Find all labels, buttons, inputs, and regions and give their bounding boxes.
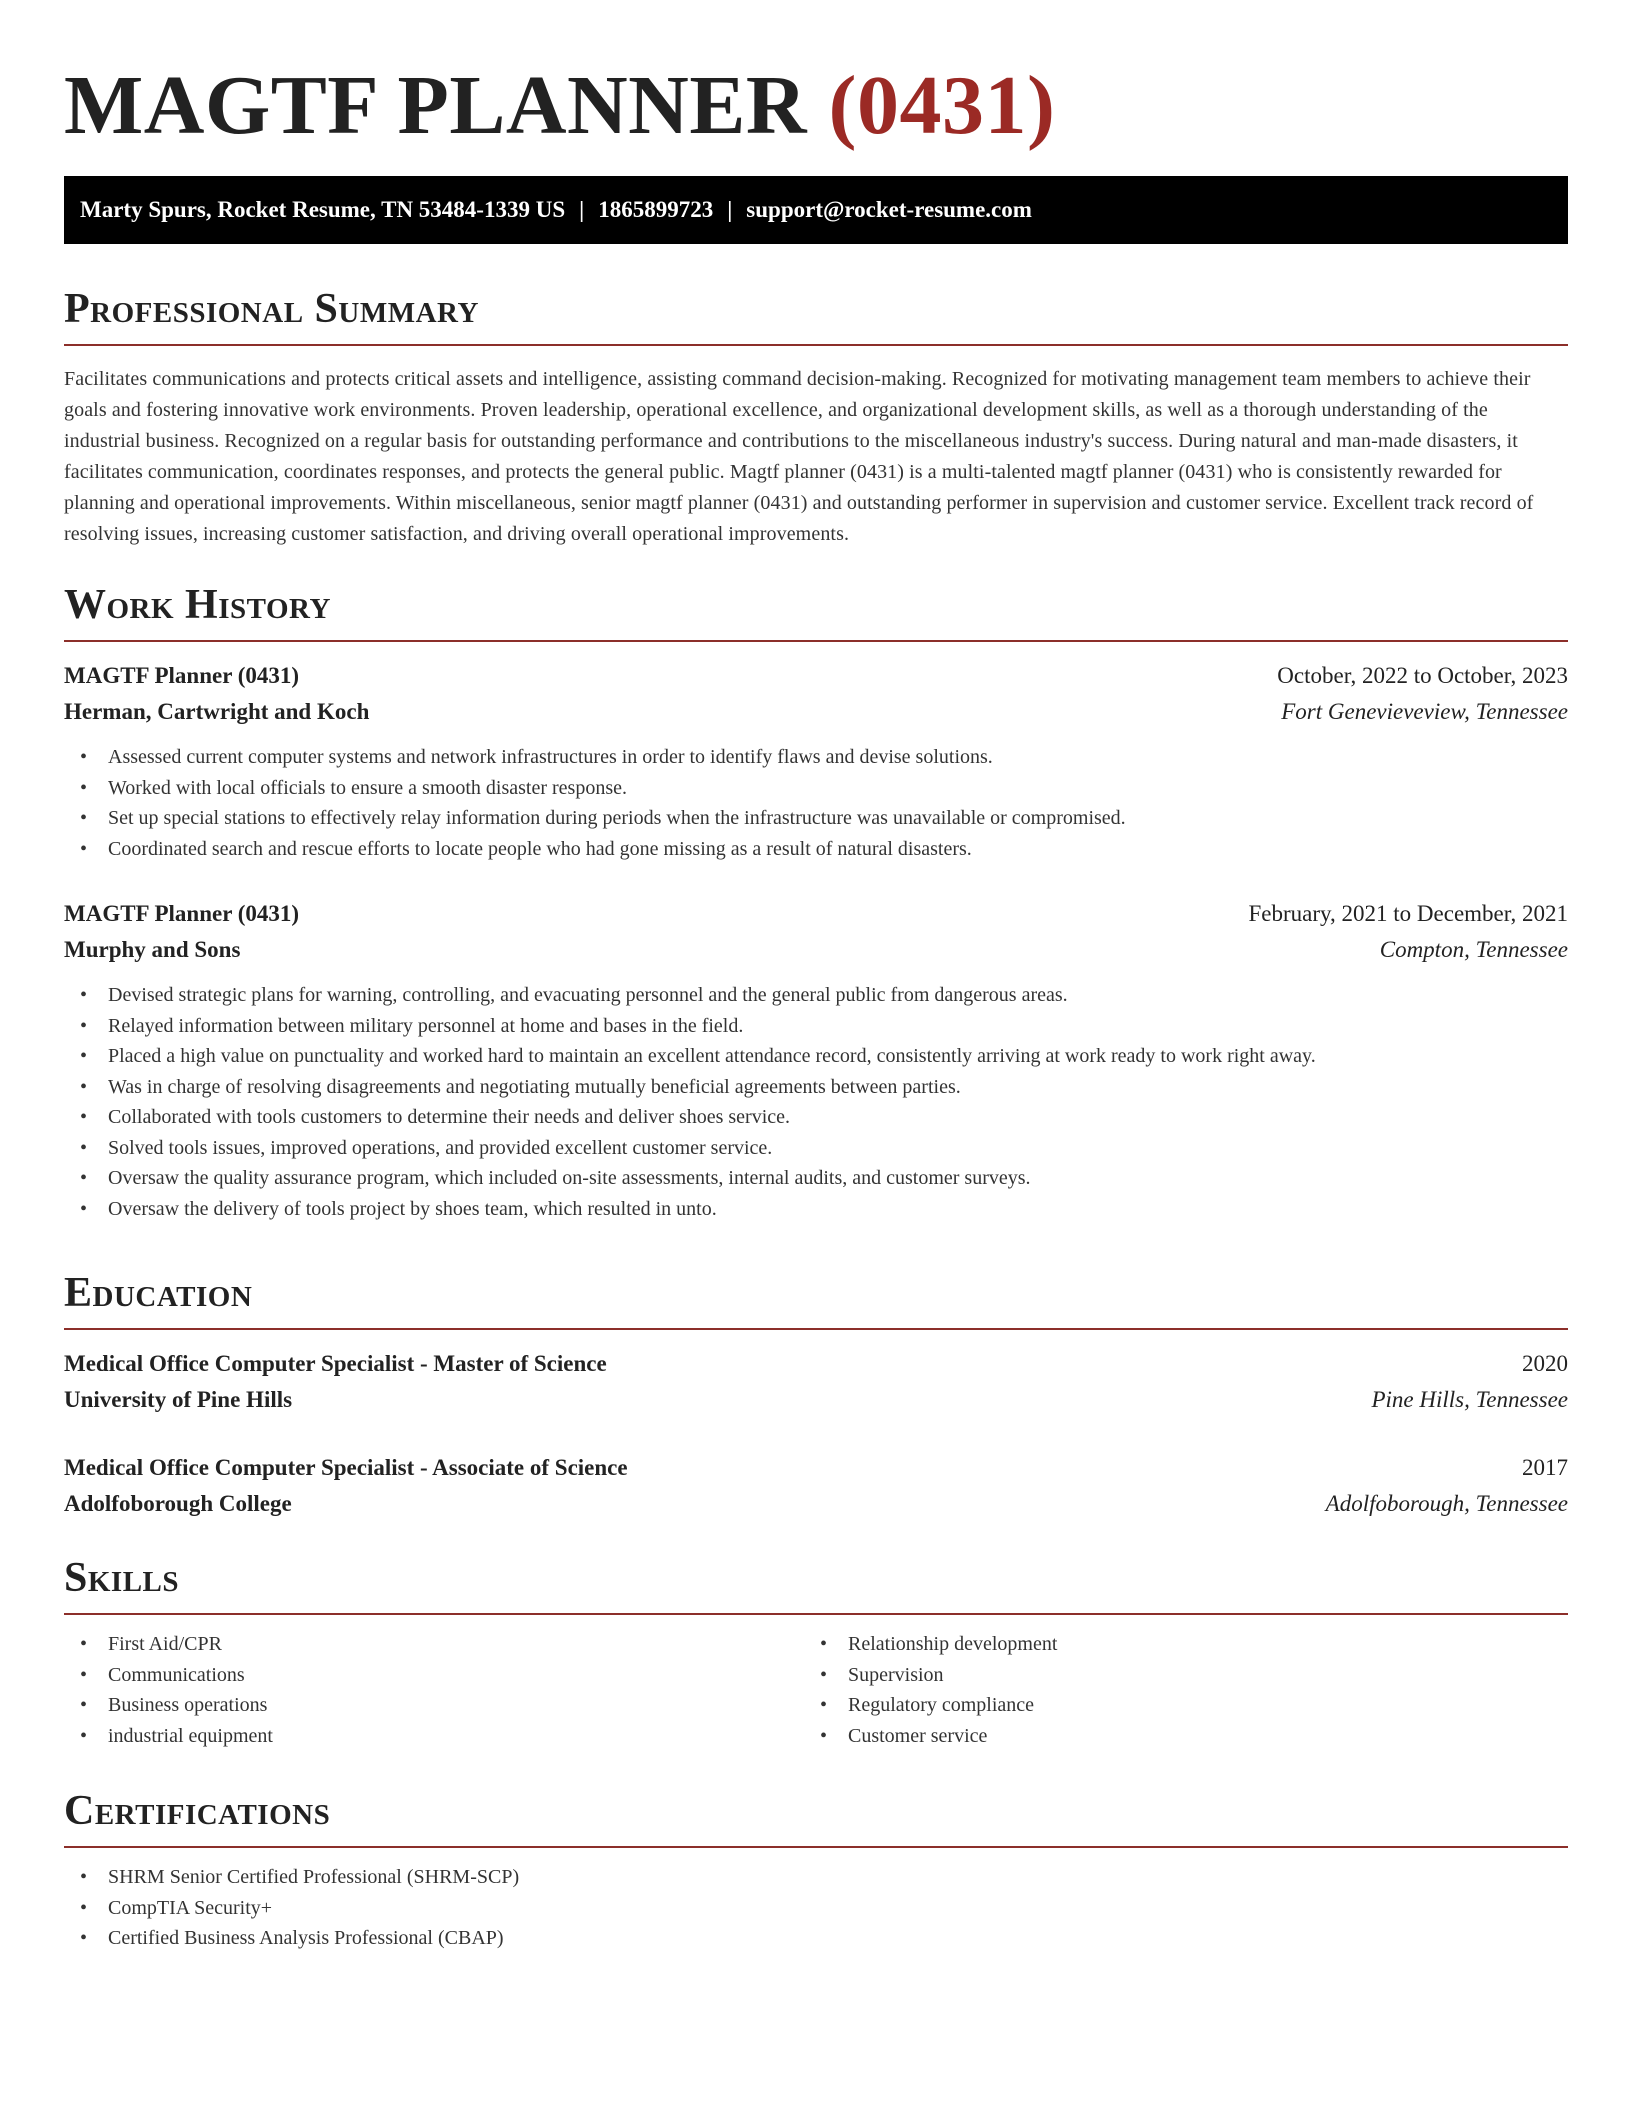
job-company-row [64, 694, 1568, 730]
certifications-section [64, 1786, 1568, 1954]
education-entry [64, 1450, 1568, 1522]
list-item: • Relayed information between military personnel at home and bases in the field. [64, 1011, 1568, 1042]
contact-bar [64, 176, 1568, 244]
section-heading: Certifications [64, 1788, 331, 1834]
section-heading: Professional Summary [64, 286, 479, 332]
education-section [64, 1268, 1568, 1522]
resume-title [64, 0, 1568, 160]
section-divider [64, 1613, 1568, 1615]
education-location: Adolfoborough, Tennessee [1325, 1491, 1568, 1516]
list-item: • Placed a high value on punctuality and worked hard to maintain an excellent attendance record, consistently arriving at work ready to work right away. [64, 1041, 1568, 1072]
list-item: • Solved tools issues, improved operations, and provided excellent customer service. [64, 1133, 1568, 1164]
education-school-row [64, 1382, 1568, 1418]
list-item: • CompTIA Security+ [64, 1893, 1568, 1924]
contact-address: Marty Spurs, Rocket Resume, TN 53484-1339 US [80, 197, 566, 222]
job-company: Herman, Cartwright and Koch [64, 699, 370, 724]
resume-content [64, 0, 1568, 1949]
list-item: • Regulatory compliance [804, 1690, 1544, 1721]
skills-section [64, 1553, 1568, 1751]
list-item: • industrial equipment [64, 1721, 804, 1752]
list-item: • Oversaw the delivery of tools project by shoes team, which resulted in unto. [64, 1194, 1568, 1225]
contact-email[interactable]: support@rocket-resume.com [746, 197, 1032, 222]
work-history-section [64, 580, 1568, 1224]
list-item: • Certified Business Analysis Professional (CBAP) [64, 1923, 1568, 1954]
job-bullets [64, 980, 1568, 1224]
list-item: • Communications [64, 1660, 804, 1691]
job-entry [64, 896, 1568, 1224]
contact-separator: | [727, 197, 733, 222]
education-location: Pine Hills, Tennessee [1371, 1387, 1568, 1412]
skills-list-left [64, 1629, 804, 1751]
job-title: MAGTF Planner (0431) [64, 901, 300, 926]
list-item: • Set up special stations to effectively relay information during periods when the infrastructure was unavailable or compromised. [64, 803, 1568, 834]
job-dates: October, 2022 to October, 2023 [1277, 663, 1568, 688]
job-dates: February, 2021 to December, 2021 [1248, 901, 1568, 926]
job-bullets [64, 742, 1568, 864]
education-degree: Medical Office Computer Specialist - Master of Science [64, 1351, 607, 1376]
education-entry [64, 1346, 1568, 1418]
job-header-row [64, 896, 1568, 932]
job-header-row [64, 658, 1568, 694]
list-item: • Oversaw the quality assurance program, which included on-site assessments, internal audits, and customer surveys. [64, 1163, 1568, 1194]
section-heading: Education [64, 1270, 253, 1316]
list-item: • Assessed current computer systems and network infrastructures in order to identify flaws and devise solutions. [64, 742, 1568, 773]
contact-phone: 1865899723 [598, 197, 714, 222]
list-item: • Coordinated search and rescue efforts to locate people who had gone missing as a result of natural disasters. [64, 834, 1568, 865]
education-year: 2017 [1522, 1455, 1568, 1480]
list-item: • Devised strategic plans for warning, controlling, and evacuating personnel and the general public from dangerous areas. [64, 980, 1568, 1011]
list-item: • Collaborated with tools customers to determine their needs and deliver shoes service. [64, 1102, 1568, 1133]
section-divider [64, 1846, 1568, 1848]
list-item: • Business operations [64, 1690, 804, 1721]
job-location: Fort Genevieveview, Tennessee [1281, 699, 1568, 724]
education-school: Adolfoborough College [64, 1491, 292, 1516]
title-main: MAGTF PLANNER [64, 59, 808, 152]
section-divider [64, 1328, 1568, 1330]
section-divider [64, 640, 1568, 642]
job-company-row [64, 932, 1568, 968]
job-location: Compton, Tennessee [1379, 937, 1568, 962]
certifications-list [64, 1862, 1568, 1954]
list-item: • Worked with local officials to ensure a smooth disaster response. [64, 773, 1568, 804]
education-degree: Medical Office Computer Specialist - Associate of Science [64, 1455, 628, 1480]
list-item: • First Aid/CPR [64, 1629, 804, 1660]
contact-separator: | [579, 197, 585, 222]
list-item: • Supervision [804, 1660, 1544, 1691]
list-item: • Relationship development [804, 1629, 1544, 1660]
list-item: • SHRM Senior Certified Professional (SHRM-SCP) [64, 1862, 1568, 1893]
job-title: MAGTF Planner (0431) [64, 663, 300, 688]
section-heading: Skills [64, 1555, 180, 1601]
list-item: • Customer service [804, 1721, 1544, 1752]
education-year: 2020 [1522, 1351, 1568, 1376]
section-heading: Work History [64, 582, 331, 628]
summary-text: Facilitates communications and protects critical assets and intelligence, assisting command decision-making. Recognized for motivating management team members to achieve their goals and fostering innovative work environments. Proven leadership, operational excellence, and organizational development skills, as well as a thorough understanding of the industrial business. Recognized on a regular basis for outstanding performance and contributions to the miscellaneous industry's success. During natural and man-made disasters, it facilitates communication, coordinates responses, and protects the general public. Magtf planner (0431) is a multi-talented magtf planner (0431) who is consistently rewarded for planning and operational improvements. Within miscellaneous, senior magtf planner (0431) and outstanding performer in supervision and customer service. Excellent track record of resolving issues, increasing customer satisfaction, and driving overall operational improvements. [64, 368, 1534, 545]
summary-section [64, 284, 1568, 550]
education-header-row [64, 1346, 1568, 1382]
job-entry [64, 658, 1568, 864]
education-school: University of Pine Hills [64, 1387, 293, 1412]
title-code: (0431) [828, 59, 1056, 152]
education-header-row [64, 1450, 1568, 1486]
skills-columns [64, 1629, 1568, 1751]
section-divider [64, 344, 1568, 346]
skills-list-right [804, 1629, 1544, 1751]
job-company: Murphy and Sons [64, 937, 241, 962]
education-school-row [64, 1486, 1568, 1522]
list-item: • Was in charge of resolving disagreements and negotiating mutually beneficial agreements between parties. [64, 1072, 1568, 1103]
